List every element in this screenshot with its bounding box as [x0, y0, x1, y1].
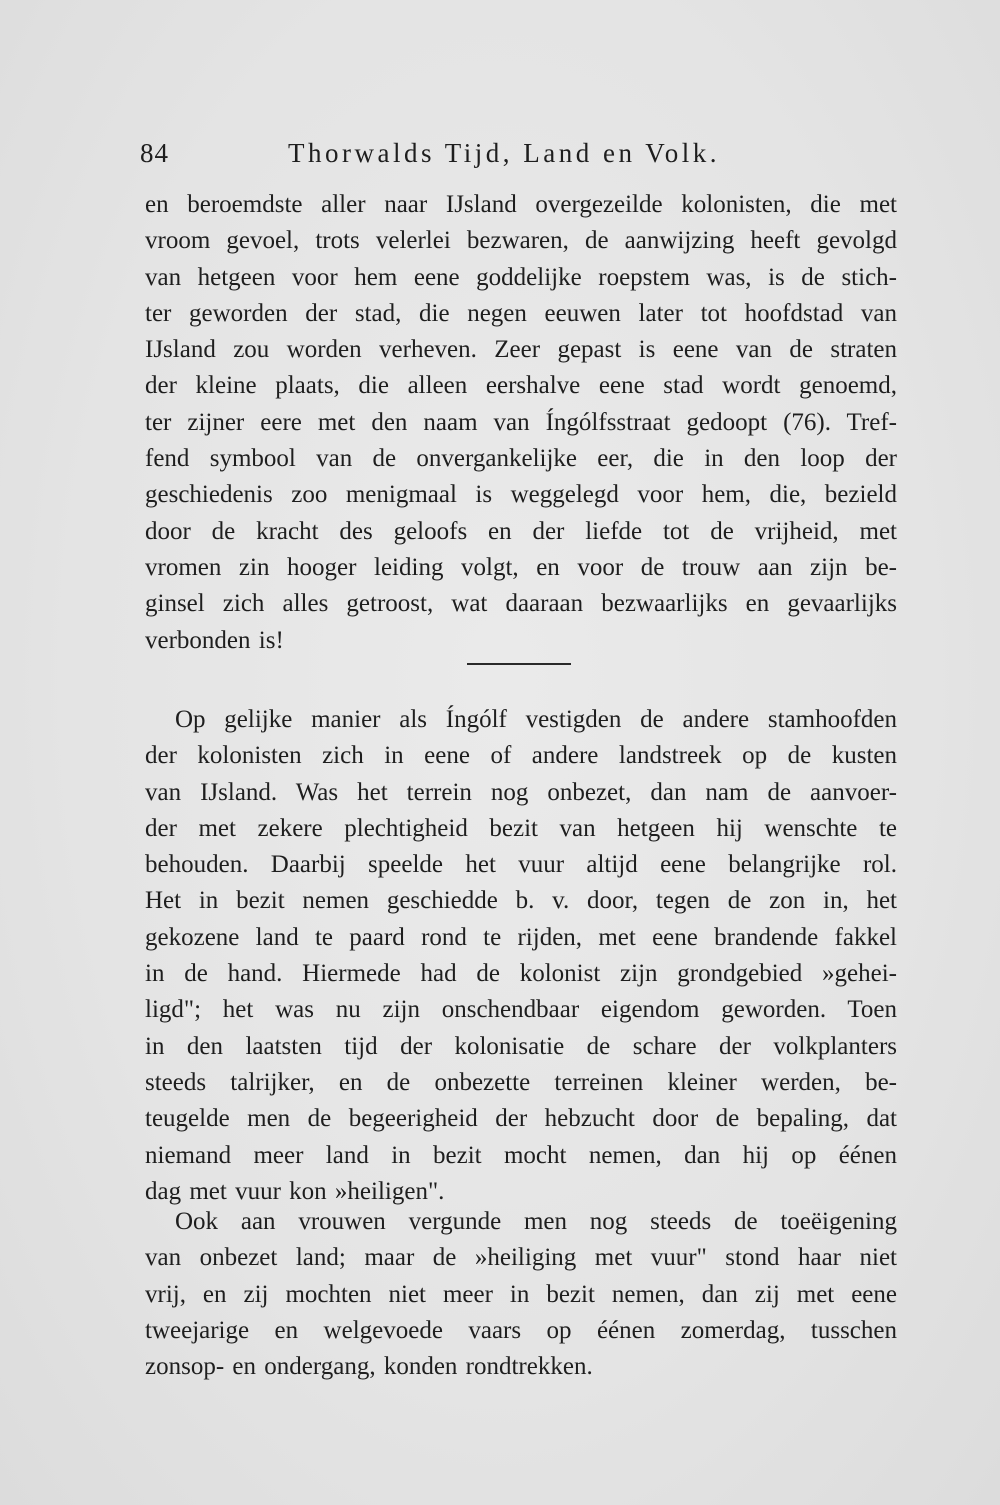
text-line: tweejarige en welgevoede vaars op éénen zomerdag, tusschen: [145, 1316, 897, 1344]
text-line: vroom gevoel, trots velerlei bezwaren, de aanwijzing heeft gevolgd: [145, 227, 897, 255]
text-line: vromen zin hooger leiding volgt, en voor de trouw aan zijn be-: [145, 553, 897, 581]
text-line: ter geworden der stad, die negen eeuwen later tot hoofdstad van: [145, 299, 897, 327]
text-line: zonsop- en ondergang, konden rondtrekken.: [145, 1353, 593, 1381]
text-line: dag met vuur kon »heiligen".: [145, 1177, 445, 1205]
paragraph-2: [145, 702, 897, 1210]
text-line: en beroemdste aller naar IJsland overgezeilde kolonisten, die met: [145, 191, 897, 218]
text-line: door de kracht des geloofs en der liefde tot de vrijheid, met: [145, 517, 897, 545]
text-line: Ook aan vrouwen vergunde men nog steeds de toeëigening: [175, 1208, 897, 1235]
page-header: [140, 138, 900, 178]
text-line: steeds talrijker, en de onbezette terreinen kleiner werden, be-: [145, 1068, 897, 1096]
section-divider: [467, 663, 571, 665]
paragraph-3: [145, 1204, 897, 1385]
text-line: in de hand. Hiermede had de kolonist zijn grondgebied »gehei-: [145, 960, 897, 988]
text-line: der kleine plaats, die alleen eershalve eene stad wordt genoemd,: [145, 372, 897, 400]
text-line: van IJsland. Was het terrein nog onbezet, dan nam de aanvoer-: [145, 778, 897, 806]
text-line: ligd"; het was nu zijn onschendbaar eigendom geworden. Toen: [145, 996, 897, 1024]
page-number: 84: [140, 138, 169, 168]
text-line: Op gelijke manier als Íngólf vestigden de andere stamhoofden: [175, 706, 897, 733]
text-line: verbonden is!: [145, 626, 284, 654]
text-line: niemand meer land in bezit mocht nemen, dan hij op éénen: [145, 1141, 897, 1169]
text-line: gekozene land te paard rond te rijden, met eene brandende fakkel: [145, 923, 897, 951]
text-line: der kolonisten zich in eene of andere landstreek op de kusten: [145, 742, 897, 770]
text-line: IJsland zou worden verheven. Zeer gepast is eene van de straten: [145, 336, 897, 364]
text-line: teugelde men de begeerigheid der hebzucht door de bepaling, dat: [145, 1105, 897, 1133]
text-line: in den laatsten tijd der kolonisatie de schare der volkplanters: [145, 1032, 897, 1060]
text-line: ter zijner eere met den naam van Íngólfsstraat gedoopt (76). Tref-: [145, 408, 897, 436]
text-line: behouden. Daarbij speelde het vuur altijd eene belangrijke rol.: [145, 851, 897, 879]
running-title: Thorwalds Tijd, Land en Volk.: [288, 138, 721, 168]
text-line: vrij, en zij mochten niet meer in bezit nemen, dan zij met eene: [145, 1280, 897, 1308]
text-line: van hetgeen voor hem eene goddelijke roepstem was, is de stich-: [145, 263, 897, 291]
paragraph-1: [145, 187, 897, 659]
text-line: van onbezet land; maar de »heiliging met vuur" stond haar niet: [145, 1244, 897, 1272]
text-line: Het in bezit nemen geschiedde b. v. door, tegen de zon in, het: [145, 887, 897, 915]
text-line: geschiedenis zoo menigmaal is weggelegd voor hem, die, bezield: [145, 481, 897, 509]
text-line: der met zekere plechtigheid bezit van hetgeen hij wenschte te: [145, 814, 897, 842]
text-line: ginsel zich alles getroost, wat daaraan bezwaarlijks en gevaarlijks: [145, 590, 897, 618]
text-line: fend symbool van de onvergankelijke eer, die in den loop der: [145, 445, 897, 473]
